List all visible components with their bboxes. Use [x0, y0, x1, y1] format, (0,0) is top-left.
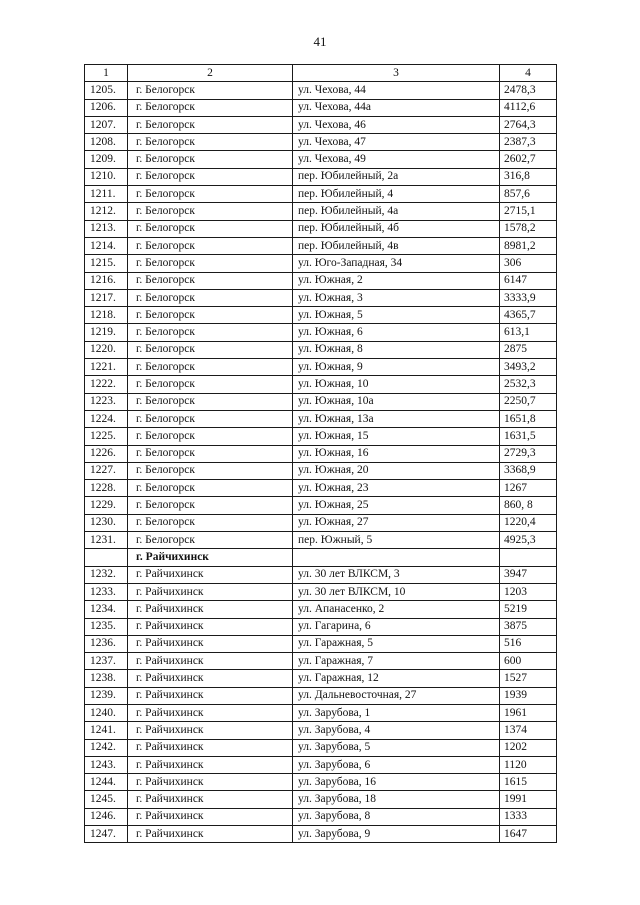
city-cell: г. Райчихинск	[128, 756, 293, 773]
area-cell: 1202	[500, 739, 557, 756]
address-cell: ул. Чехова, 44а	[293, 99, 500, 116]
area-cell: 306	[500, 255, 557, 272]
table-row	[85, 237, 557, 254]
row-number-cell: 1241.	[85, 722, 128, 739]
address-cell: ул. Юго-Западная, 34	[293, 255, 500, 272]
city-cell: г. Белогорск	[128, 324, 293, 341]
address-cell: ул. Чехова, 46	[293, 116, 500, 133]
address-cell: ул. Южная, 8	[293, 341, 500, 358]
area-cell: 3875	[500, 618, 557, 635]
row-number-cell: 1239.	[85, 687, 128, 704]
address-cell: ул. Южная, 15	[293, 428, 500, 445]
area-cell: 4925,3	[500, 532, 557, 549]
area-cell: 3493,2	[500, 359, 557, 376]
table-row	[85, 445, 557, 462]
address-cell: ул. Южная, 9	[293, 359, 500, 376]
area-cell: 1631,5	[500, 428, 557, 445]
city-cell: г. Райчихинск	[128, 653, 293, 670]
row-number-cell: 1231.	[85, 532, 128, 549]
address-cell: ул. Южная, 20	[293, 462, 500, 479]
table-header	[85, 65, 557, 82]
table-row	[85, 653, 557, 670]
table-row	[85, 497, 557, 514]
city-cell: г. Белогорск	[128, 255, 293, 272]
row-number-cell: 1219.	[85, 324, 128, 341]
row-number-cell: 1227.	[85, 462, 128, 479]
address-cell: ул. Чехова, 44	[293, 82, 500, 99]
row-number-cell: 1245.	[85, 791, 128, 808]
row-number-cell: 1242.	[85, 739, 128, 756]
address-cell: ул. Южная, 3	[293, 289, 500, 306]
area-cell: 2478,3	[500, 82, 557, 99]
address-cell: ул. 30 лет ВЛКСМ, 3	[293, 566, 500, 583]
address-cell: ул. Южная, 6	[293, 324, 500, 341]
city-cell: г. Белогорск	[128, 359, 293, 376]
section-city-cell: г. Райчихинск	[128, 549, 293, 566]
city-cell: г. Белогорск	[128, 341, 293, 358]
area-cell: 1120	[500, 756, 557, 773]
area-cell: 1374	[500, 722, 557, 739]
address-cell: пер. Юбилейный, 4	[293, 186, 500, 203]
table-row	[85, 618, 557, 635]
area-cell: 1647	[500, 826, 557, 843]
area-cell: 1267	[500, 480, 557, 497]
row-number-cell: 1237.	[85, 653, 128, 670]
row-number-cell: 1234.	[85, 601, 128, 618]
table-row	[85, 670, 557, 687]
row-number-cell: 1233.	[85, 583, 128, 600]
city-cell: г. Райчихинск	[128, 808, 293, 825]
table-row	[85, 307, 557, 324]
address-cell: ул. Зарубова, 5	[293, 739, 500, 756]
area-cell: 1961	[500, 704, 557, 721]
area-cell: 2875	[500, 341, 557, 358]
city-cell: г. Райчихинск	[128, 739, 293, 756]
address-cell: ул. Зарубова, 4	[293, 722, 500, 739]
area-cell: 6147	[500, 272, 557, 289]
table-row	[85, 635, 557, 652]
column-header-number: 1	[85, 65, 128, 82]
city-cell: г. Белогорск	[128, 237, 293, 254]
address-cell: ул. Зарубова, 6	[293, 756, 500, 773]
area-cell: 2387,3	[500, 134, 557, 151]
row-number-cell: 1215.	[85, 255, 128, 272]
address-cell: ул. Южная, 2	[293, 272, 500, 289]
row-number-cell: 1223.	[85, 393, 128, 410]
row-number-cell: 1240.	[85, 704, 128, 721]
city-cell: г. Белогорск	[128, 376, 293, 393]
row-number-cell: 1236.	[85, 635, 128, 652]
row-number-cell: 1205.	[85, 82, 128, 99]
city-cell: г. Белогорск	[128, 532, 293, 549]
row-number-cell: 1213.	[85, 220, 128, 237]
city-cell: г. Райчихинск	[128, 722, 293, 739]
table-row	[85, 514, 557, 531]
area-cell: 316,8	[500, 168, 557, 185]
area-cell: 1333	[500, 808, 557, 825]
area-cell: 2532,3	[500, 376, 557, 393]
area-cell: 1527	[500, 670, 557, 687]
table-row	[85, 774, 557, 791]
city-cell: г. Райчихинск	[128, 704, 293, 721]
area-cell: 1991	[500, 791, 557, 808]
address-cell: ул. Южная, 10	[293, 376, 500, 393]
city-cell: г. Белогорск	[128, 289, 293, 306]
area-cell: 2729,3	[500, 445, 557, 462]
city-cell: г. Райчихинск	[128, 583, 293, 600]
header-row	[85, 65, 557, 82]
address-cell: пер. Юбилейный, 2а	[293, 168, 500, 185]
row-number-cell: 1216.	[85, 272, 128, 289]
city-cell: г. Райчихинск	[128, 618, 293, 635]
address-cell: ул. Южная, 27	[293, 514, 500, 531]
area-cell: 2715,1	[500, 203, 557, 220]
row-number-cell: 1210.	[85, 168, 128, 185]
address-cell: ул. Чехова, 49	[293, 151, 500, 168]
row-number-cell: 1224.	[85, 410, 128, 427]
table-row	[85, 289, 557, 306]
address-cell: ул. Зарубова, 1	[293, 704, 500, 721]
address-cell: ул. Зарубова, 16	[293, 774, 500, 791]
area-cell: 2764,3	[500, 116, 557, 133]
city-cell: г. Райчихинск	[128, 791, 293, 808]
address-cell: ул. 30 лет ВЛКСМ, 10	[293, 583, 500, 600]
address-cell: пер. Юбилейный, 4в	[293, 237, 500, 254]
row-number-cell: 1212.	[85, 203, 128, 220]
address-cell: ул. Южная, 25	[293, 497, 500, 514]
city-cell: г. Белогорск	[128, 134, 293, 151]
column-header-city: 2	[128, 65, 293, 82]
address-cell: ул. Гагарина, 6	[293, 618, 500, 635]
city-cell: г. Белогорск	[128, 497, 293, 514]
table-row	[85, 272, 557, 289]
area-cell: 1939	[500, 687, 557, 704]
city-cell: г. Белогорск	[128, 393, 293, 410]
column-header-area: 4	[500, 65, 557, 82]
city-cell: г. Белогорск	[128, 151, 293, 168]
area-cell: 5219	[500, 601, 557, 618]
city-cell: г. Белогорск	[128, 428, 293, 445]
city-cell: г. Белогорск	[128, 99, 293, 116]
row-number-cell: 1221.	[85, 359, 128, 376]
address-cell: ул. Зарубова, 18	[293, 791, 500, 808]
city-cell: г. Райчихинск	[128, 635, 293, 652]
row-number-cell: 1235.	[85, 618, 128, 635]
address-cell: ул. Южная, 5	[293, 307, 500, 324]
row-number-cell: 1207.	[85, 116, 128, 133]
row-number-cell: 1243.	[85, 756, 128, 773]
table-row	[85, 410, 557, 427]
city-cell: г. Райчихинск	[128, 687, 293, 704]
area-cell: 516	[500, 635, 557, 652]
table-row	[85, 324, 557, 341]
area-cell: 2250,7	[500, 393, 557, 410]
city-cell: г. Райчихинск	[128, 826, 293, 843]
address-cell: ул. Южная, 13а	[293, 410, 500, 427]
row-number-cell: 1209.	[85, 151, 128, 168]
table-row	[85, 808, 557, 825]
city-cell: г. Белогорск	[128, 445, 293, 462]
table-row	[85, 341, 557, 358]
table-body	[85, 82, 557, 843]
table-row	[85, 359, 557, 376]
area-cell: 3333,9	[500, 289, 557, 306]
address-cell: ул. Гаражная, 7	[293, 653, 500, 670]
column-header-address: 3	[293, 65, 500, 82]
area-cell: 600	[500, 653, 557, 670]
city-cell: г. Белогорск	[128, 272, 293, 289]
row-number-cell: 1211.	[85, 186, 128, 203]
row-number-cell: 1222.	[85, 376, 128, 393]
row-number-cell: 1244.	[85, 774, 128, 791]
row-number-cell: 1218.	[85, 307, 128, 324]
address-cell: ул. Чехова, 47	[293, 134, 500, 151]
table-row	[85, 428, 557, 445]
address-cell: ул. Гаражная, 12	[293, 670, 500, 687]
area-cell: 2602,7	[500, 151, 557, 168]
address-cell: пер. Юбилейный, 4б	[293, 220, 500, 237]
table-row	[85, 566, 557, 583]
city-cell: г. Райчихинск	[128, 601, 293, 618]
area-cell: 1220,4	[500, 514, 557, 531]
page-number: 41	[313, 34, 327, 49]
table-row	[85, 480, 557, 497]
city-cell: г. Белогорск	[128, 410, 293, 427]
city-cell: г. Райчихинск	[128, 670, 293, 687]
row-number-cell	[85, 549, 128, 566]
table-row	[85, 151, 557, 168]
table-row	[85, 601, 557, 618]
row-number-cell: 1225.	[85, 428, 128, 445]
table-row	[85, 220, 557, 237]
table-row	[85, 462, 557, 479]
area-cell: 1615	[500, 774, 557, 791]
address-cell: ул. Южная, 23	[293, 480, 500, 497]
row-number-cell: 1246.	[85, 808, 128, 825]
table-row	[85, 393, 557, 410]
address-cell	[293, 549, 500, 566]
address-cell: пер. Южный, 5	[293, 532, 500, 549]
table-row	[85, 255, 557, 272]
city-cell: г. Белогорск	[128, 462, 293, 479]
address-cell: ул. Южная, 16	[293, 445, 500, 462]
table-row	[85, 583, 557, 600]
address-cell: ул. Южная, 10а	[293, 393, 500, 410]
table-row	[85, 99, 557, 116]
address-cell: ул. Гаражная, 5	[293, 635, 500, 652]
city-cell: г. Белогорск	[128, 514, 293, 531]
table-row	[85, 168, 557, 185]
city-cell: г. Белогорск	[128, 203, 293, 220]
area-cell: 860, 8	[500, 497, 557, 514]
table-row	[85, 722, 557, 739]
address-cell: ул. Зарубова, 8	[293, 808, 500, 825]
table-row	[85, 687, 557, 704]
row-number-cell: 1208.	[85, 134, 128, 151]
row-number-cell: 1217.	[85, 289, 128, 306]
table-row	[85, 186, 557, 203]
row-number-cell: 1247.	[85, 826, 128, 843]
city-cell: г. Белогорск	[128, 186, 293, 203]
city-cell: г. Белогорск	[128, 307, 293, 324]
city-cell: г. Райчихинск	[128, 566, 293, 583]
table-row	[85, 134, 557, 151]
table-row	[85, 532, 557, 549]
city-cell: г. Белогорск	[128, 168, 293, 185]
city-cell: г. Белогорск	[128, 82, 293, 99]
row-number-cell: 1230.	[85, 514, 128, 531]
address-cell: ул. Апанасенко, 2	[293, 601, 500, 618]
area-cell: 1578,2	[500, 220, 557, 237]
table-row	[85, 756, 557, 773]
area-cell: 3947	[500, 566, 557, 583]
area-cell: 4365,7	[500, 307, 557, 324]
section-header-row	[85, 549, 557, 566]
row-number-cell: 1238.	[85, 670, 128, 687]
area-cell: 8981,2	[500, 237, 557, 254]
table-row	[85, 826, 557, 843]
area-cell: 1651,8	[500, 410, 557, 427]
register-table	[84, 64, 557, 843]
table-row	[85, 791, 557, 808]
row-number-cell: 1232.	[85, 566, 128, 583]
address-cell: ул. Дальневосточная, 27	[293, 687, 500, 704]
table-row	[85, 203, 557, 220]
city-cell: г. Райчихинск	[128, 774, 293, 791]
table-row	[85, 82, 557, 99]
row-number-cell: 1229.	[85, 497, 128, 514]
row-number-cell: 1214.	[85, 237, 128, 254]
row-number-cell: 1220.	[85, 341, 128, 358]
table-row	[85, 376, 557, 393]
address-cell: ул. Зарубова, 9	[293, 826, 500, 843]
area-cell: 3368,9	[500, 462, 557, 479]
city-cell: г. Белогорск	[128, 220, 293, 237]
row-number-cell: 1228.	[85, 480, 128, 497]
table-row	[85, 739, 557, 756]
row-number-cell: 1226.	[85, 445, 128, 462]
address-cell: пер. Юбилейный, 4а	[293, 203, 500, 220]
city-cell: г. Белогорск	[128, 480, 293, 497]
area-cell: 4112,6	[500, 99, 557, 116]
row-number-cell: 1206.	[85, 99, 128, 116]
city-cell: г. Белогорск	[128, 116, 293, 133]
table-row	[85, 704, 557, 721]
area-cell: 613,1	[500, 324, 557, 341]
area-cell	[500, 549, 557, 566]
table-row	[85, 116, 557, 133]
area-cell: 1203	[500, 583, 557, 600]
area-cell: 857,6	[500, 186, 557, 203]
